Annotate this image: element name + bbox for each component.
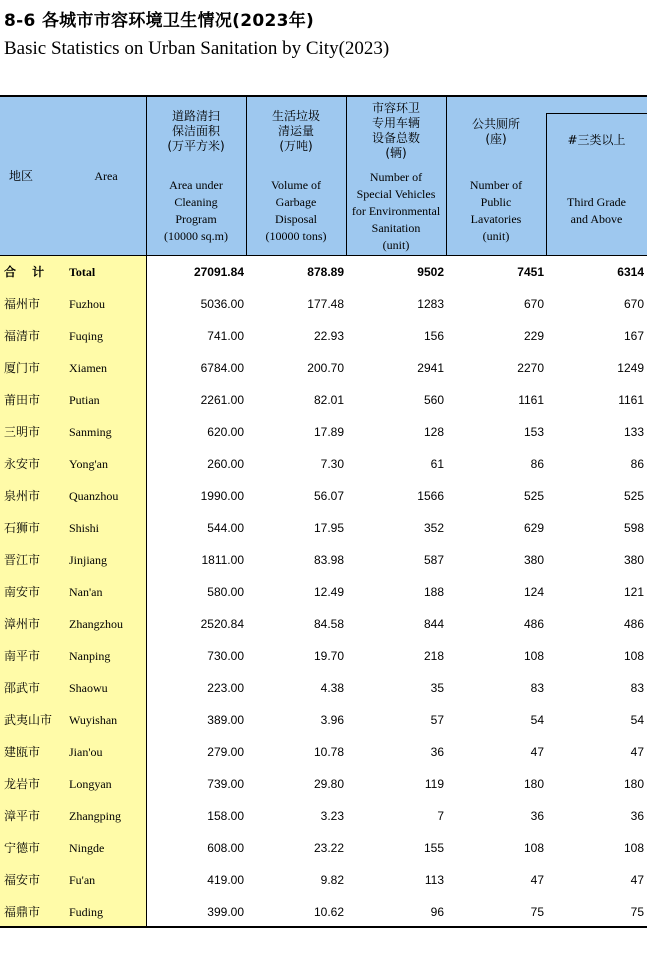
- table-row: [0, 448, 647, 480]
- garbage-volume-value: 878.89: [307, 265, 344, 279]
- third-grade-value: 598: [623, 521, 644, 535]
- table-row: [0, 352, 647, 384]
- region-name-cn: 泉州市: [4, 489, 41, 503]
- garbage-volume-value: 7.30: [320, 457, 344, 471]
- region-name-cn: 邵武市: [4, 681, 41, 695]
- region-name-en: Shishi: [69, 521, 100, 535]
- table-row: [0, 864, 647, 896]
- header-cleaning-area-en: Area under Cleaning Program (10000 sq.m): [164, 178, 228, 243]
- cleaning-area-value: 580.00: [207, 585, 244, 599]
- garbage-volume-value: 10.78: [313, 745, 344, 759]
- lavatories-value: 629: [523, 521, 544, 535]
- vehicles-value: 119: [424, 777, 444, 791]
- region-name-en: Nan'an: [69, 585, 103, 599]
- cleaning-area-value: 158.00: [207, 809, 244, 823]
- vehicles-value: 2941: [417, 361, 444, 375]
- table-row: [0, 672, 647, 704]
- vehicles-value: 1283: [417, 297, 444, 311]
- table-row: [0, 512, 647, 544]
- garbage-volume-value: 9.82: [320, 873, 344, 887]
- vehicles-value: 36: [430, 745, 444, 759]
- third-grade-value: 486: [623, 617, 644, 631]
- region-name-en: Fuzhou: [69, 297, 105, 311]
- header-third-grade-cn: #三类以上: [567, 133, 626, 147]
- table-row-total: [0, 256, 647, 288]
- lavatories-value: 75: [530, 905, 544, 919]
- region-name-en: Fuding: [69, 905, 104, 919]
- region-name-cn: 三明市: [4, 425, 41, 439]
- header-vehicles-en: Number of Special Vehicles for Environmental Sanitation (unit): [351, 170, 441, 252]
- table-row: [0, 736, 647, 768]
- third-grade-value: 83: [630, 681, 644, 695]
- region-name-cn: 福清市: [4, 329, 41, 343]
- table-bottom-rule: [0, 926, 647, 928]
- garbage-volume-value: 84.58: [313, 617, 344, 631]
- garbage-volume-value: 12.49: [313, 585, 344, 599]
- region-name-en: Zhangzhou: [69, 617, 123, 631]
- garbage-volume-value: 23.22: [313, 841, 344, 855]
- region-name-cn: 南安市: [4, 585, 41, 599]
- region-name-cn: 福鼎市: [4, 905, 41, 919]
- cleaning-area-value: 27091.84: [193, 265, 244, 279]
- region-name-en: Fuqing: [69, 329, 104, 343]
- header-garbage-volume-cn: 生活垃圾 清运量 (万吨): [271, 109, 320, 153]
- subheader-rule: [546, 113, 647, 114]
- region-name-cn: 晋江市: [4, 553, 41, 567]
- garbage-volume-value: 10.62: [313, 905, 344, 919]
- lavatories-value: 7451: [517, 265, 544, 279]
- page-title-english: Basic Statistics on Urban Sanitation by City(2023): [4, 38, 390, 59]
- region-name-cn: 漳州市: [4, 617, 41, 631]
- cleaning-area-value: 620.00: [207, 425, 244, 439]
- vehicles-value: 352: [423, 521, 444, 535]
- header-cleaning-area-cn: 道路清扫 保洁面积 (万平方米): [167, 109, 225, 153]
- header-lavatories-en: Number of Public Lavatories (unit): [469, 178, 523, 243]
- header-lavatories-cn: 公共厕所 (座): [471, 117, 520, 146]
- lavatories-value: 47: [530, 745, 544, 759]
- lavatories-value: 670: [523, 297, 544, 311]
- lavatories-value: 54: [530, 713, 544, 727]
- region-name-cn: 龙岩市: [4, 777, 41, 791]
- cleaning-area-value: 730.00: [207, 649, 244, 663]
- vehicles-value: 844: [423, 617, 444, 631]
- third-grade-value: 47: [630, 745, 644, 759]
- cleaning-area-value: 608.00: [207, 841, 244, 855]
- table-row: [0, 416, 647, 448]
- region-name-en: Yong'an: [69, 457, 108, 471]
- cleaning-area-value: 6784.00: [200, 361, 244, 375]
- garbage-volume-value: 200.70: [307, 361, 344, 375]
- region-name-cn: 合 计: [4, 265, 51, 279]
- third-grade-value: 86: [630, 457, 644, 471]
- lavatories-value: 180: [523, 777, 544, 791]
- lavatories-value: 1161: [518, 393, 544, 407]
- third-grade-value: 1161: [618, 393, 644, 407]
- region-name-en: Xiamen: [69, 361, 107, 375]
- vehicles-value: 57: [430, 713, 444, 727]
- lavatories-value: 86: [530, 457, 544, 471]
- region-name-cn: 莆田市: [4, 393, 41, 407]
- third-grade-value: 75: [630, 905, 644, 919]
- region-name-cn: 石狮市: [4, 521, 41, 535]
- region-name-cn: 建瓯市: [4, 745, 41, 759]
- region-name-en: Putian: [69, 393, 100, 407]
- page-title-chinese: 8-6 各城市市容环境卫生情况(2023年): [4, 11, 315, 31]
- cleaning-area-value: 739.00: [207, 777, 244, 791]
- cleaning-area-value: 279.00: [207, 745, 244, 759]
- table-row: [0, 480, 647, 512]
- garbage-volume-value: 17.89: [313, 425, 344, 439]
- vehicles-value: 156: [423, 329, 444, 343]
- lavatories-value: 486: [523, 617, 544, 631]
- header-region-en: Area: [94, 169, 118, 183]
- table-row: [0, 384, 647, 416]
- lavatories-value: 47: [530, 873, 544, 887]
- lavatories-value: 36: [530, 809, 544, 823]
- table-row: [0, 608, 647, 640]
- garbage-volume-value: 177.48: [307, 297, 344, 311]
- third-grade-value: 108: [623, 841, 644, 855]
- vehicles-value: 1566: [417, 489, 444, 503]
- lavatories-value: 108: [523, 841, 544, 855]
- table-row: [0, 640, 647, 672]
- cleaning-area-value: 260.00: [207, 457, 244, 471]
- garbage-volume-value: 56.07: [313, 489, 344, 503]
- cleaning-area-value: 399.00: [207, 905, 244, 919]
- header-third-grade-en: Third Grade and Above: [567, 195, 626, 226]
- vehicles-value: 560: [423, 393, 444, 407]
- cleaning-area-value: 741.00: [207, 329, 244, 343]
- third-grade-value: 167: [623, 329, 644, 343]
- lavatories-value: 153: [523, 425, 544, 439]
- cleaning-area-value: 389.00: [207, 713, 244, 727]
- third-grade-value: 180: [623, 777, 644, 791]
- vehicles-value: 96: [430, 905, 444, 919]
- lavatories-value: 83: [530, 681, 544, 695]
- table-row: [0, 896, 647, 928]
- header-region-cn: 地区: [8, 169, 33, 183]
- garbage-volume-value: 82.01: [313, 393, 344, 407]
- third-grade-value: 670: [623, 297, 644, 311]
- region-name-en: Total: [69, 265, 96, 279]
- garbage-volume-value: 22.93: [313, 329, 344, 343]
- garbage-volume-value: 19.70: [313, 649, 344, 663]
- lavatories-value: 525: [523, 489, 544, 503]
- vehicles-value: 155: [423, 841, 444, 855]
- vehicles-value: 35: [430, 681, 444, 695]
- lavatories-value: 108: [523, 649, 544, 663]
- cleaning-area-value: 419.00: [207, 873, 244, 887]
- cleaning-area-value: 2261.00: [200, 393, 244, 407]
- region-name-cn: 宁德市: [4, 841, 41, 855]
- table-row: [0, 544, 647, 576]
- third-grade-value: 6314: [617, 265, 644, 279]
- cleaning-area-value: 544.00: [207, 521, 244, 535]
- table-row: [0, 768, 647, 800]
- third-grade-value: 525: [623, 489, 644, 503]
- header-vehicles-cn: 市容环卫 专用车辆 设备总数 (辆): [371, 101, 420, 160]
- third-grade-value: 108: [623, 649, 644, 663]
- region-name-en: Longyan: [69, 777, 112, 791]
- third-grade-value: 1249: [617, 361, 644, 375]
- table-row: [0, 288, 647, 320]
- table-row: [0, 800, 647, 832]
- cleaning-area-value: 5036.00: [200, 297, 244, 311]
- region-name-en: Jian'ou: [69, 745, 103, 759]
- lavatories-value: 380: [523, 553, 544, 567]
- lavatories-value: 124: [523, 585, 544, 599]
- region-name-en: Fu'an: [69, 873, 96, 887]
- region-name-en: Ningde: [69, 841, 105, 855]
- vehicles-value: 61: [430, 457, 444, 471]
- table-row: [0, 832, 647, 864]
- third-grade-value: 36: [630, 809, 644, 823]
- garbage-volume-value: 3.23: [320, 809, 344, 823]
- lavatories-value: 229: [523, 329, 544, 343]
- garbage-volume-value: 17.95: [313, 521, 344, 535]
- third-grade-value: 121: [623, 585, 644, 599]
- region-name-cn: 漳平市: [4, 809, 41, 823]
- lavatories-value: 2270: [517, 361, 544, 375]
- third-grade-value: 380: [623, 553, 644, 567]
- region-name-cn: 南平市: [4, 649, 41, 663]
- third-grade-value: 54: [630, 713, 644, 727]
- region-name-en: Quanzhou: [69, 489, 119, 503]
- garbage-volume-value: 83.98: [313, 553, 344, 567]
- third-grade-value: 133: [623, 425, 644, 439]
- garbage-volume-value: 29.80: [313, 777, 344, 791]
- region-name-en: Zhangping: [69, 809, 121, 823]
- garbage-volume-value: 3.96: [320, 713, 344, 727]
- region-name-cn: 永安市: [4, 457, 41, 471]
- vehicles-value: 587: [423, 553, 444, 567]
- region-name-en: Nanping: [69, 649, 111, 663]
- vehicles-value: 9502: [417, 265, 444, 279]
- region-name-en: Wuyishan: [69, 713, 118, 727]
- third-grade-value: 47: [630, 873, 644, 887]
- cleaning-area-value: 223.00: [207, 681, 244, 695]
- region-name-en: Shaowu: [69, 681, 108, 695]
- cleaning-area-value: 1990.00: [200, 489, 244, 503]
- region-name-cn: 福安市: [4, 873, 41, 887]
- table-row: [0, 704, 647, 736]
- garbage-volume-value: 4.38: [320, 681, 344, 695]
- region-name-cn: 厦门市: [4, 361, 41, 375]
- region-name-en: Jinjiang: [69, 553, 107, 567]
- vehicles-value: 113: [424, 873, 444, 887]
- vehicles-value: 218: [423, 649, 444, 663]
- vehicles-value: 7: [437, 809, 444, 823]
- table-row: [0, 576, 647, 608]
- header-garbage-volume-en: Volume of Garbage Disposal (10000 tons): [265, 178, 327, 243]
- region-name-cn: 武夷山市: [4, 713, 53, 727]
- vehicles-value: 188: [423, 585, 444, 599]
- cleaning-area-value: 2520.84: [200, 617, 244, 631]
- region-name-cn: 福州市: [4, 297, 41, 311]
- cleaning-area-value: 1811.00: [201, 553, 244, 567]
- table-row: [0, 320, 647, 352]
- region-name-en: Sanming: [69, 425, 112, 439]
- vehicles-value: 128: [423, 425, 444, 439]
